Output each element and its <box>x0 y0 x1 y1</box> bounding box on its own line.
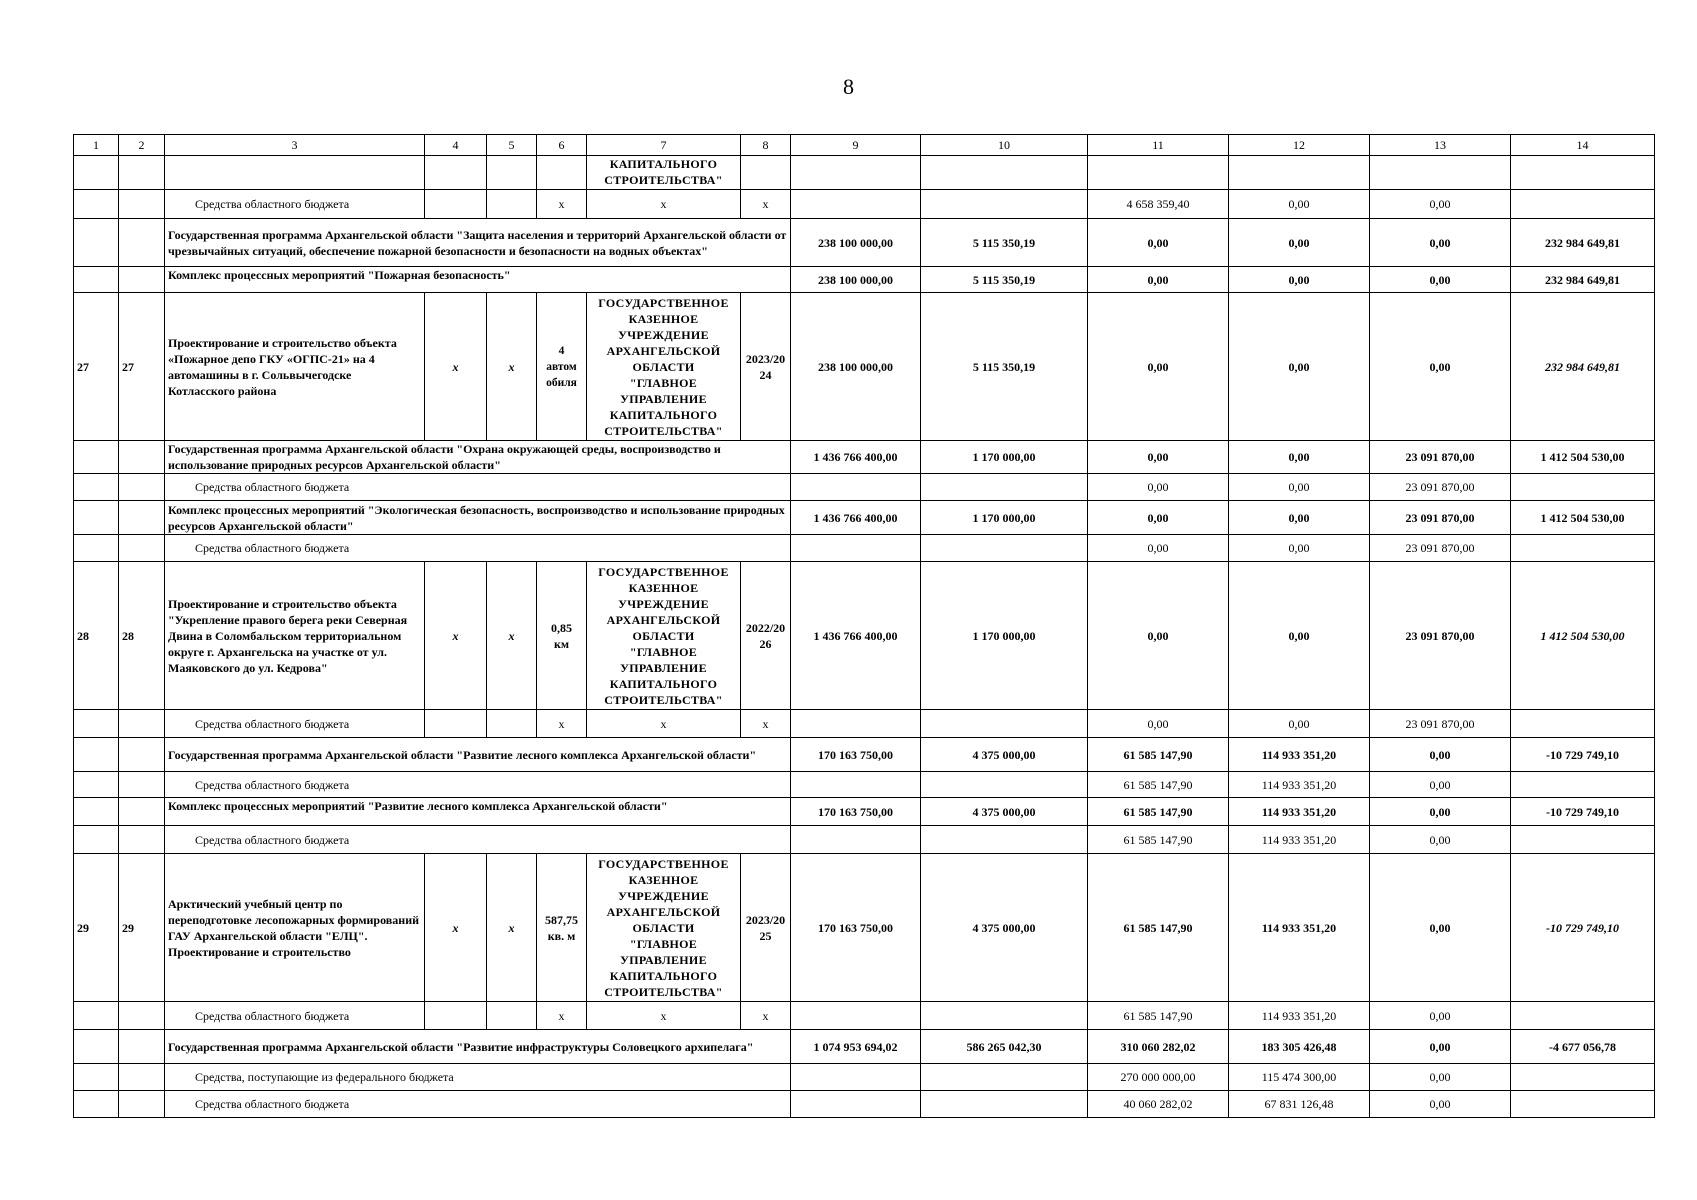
complex-title: Комплекс процессных мероприятий "Экологическая безопасность, воспроизводство и использование природных ресурсов Архангельской области" <box>165 501 791 535</box>
program-title: Государственная программа Архангельской области "Защита населения и территорий Архангельской области от чрезвычайных ситуаций, обеспечение пожарной безопасности и безопасности на водных объектах" <box>165 219 791 267</box>
funding-source-row: Средства областного бюджета x x x 4 658 359,40 0,00 0,00 <box>74 190 1655 219</box>
program-row: Государственная программа Архангельской области "Развитие инфраструктуры Соловецкого архипелага" 1 074 953 694,02 586 265 042,30 310 060 282,02 183 305 426,48 0,00 -4 677 056,78 <box>74 1030 1655 1064</box>
col-header: 3 <box>165 135 425 156</box>
object-name: Проектирование и строительство объекта "Укрепление правого берега реки Северная Двина в Соломбальском территориальном округе г. Архангельска на участке от ул. Маяковского до ул. Кедрова" <box>165 562 425 710</box>
source-label: Средства областного бюджета <box>165 1091 791 1118</box>
object-row: 27 27 Проектирование и строительство объекта «Пожарное депо ГКУ «ОГПС-21» на 4 автомашины в г. Сольвычегодске Котласского района x x 4 автом обиля ГОСУДАРСТВЕННОЕ КАЗЕННОЕ УЧРЕЖДЕНИЕ АРХАНГЕЛЬСКОЙ ОБЛАСТИ "ГЛАВНОЕ УПРАВЛЕНИЕ КАПИТАЛЬНОГО СТРОИТЕЛЬСТВА" 2023/20 24 238 100 000,00 5 115 350,19 0,00 0,00 0,00 232 984 649,81 <box>74 293 1655 441</box>
executor-cell: ГОСУДАРСТВЕННОЕ КАЗЕННОЕ УЧРЕЖДЕНИЕ АРХАНГЕЛЬСКОЙ ОБЛАСТИ "ГЛАВНОЕ УПРАВЛЕНИЕ КАПИТАЛЬНОГО СТРОИТЕЛЬСТВА" <box>587 562 741 710</box>
budget-table <box>73 134 1655 1118</box>
complex-row: Комплекс процессных мероприятий "Пожарная безопасность" 238 100 000,00 5 115 350,19 0,00 0,00 0,00 232 984 649,81 <box>74 267 1655 293</box>
source-label: Средства, поступающие из федерального бюджета <box>165 1064 791 1091</box>
program-title: Государственная программа Архангельской области "Развитие лесного комплекса Архангельской области" <box>165 738 791 772</box>
program-row: Государственная программа Архангельской области "Охрана окружающей среды, воспроизводство и использование природных ресурсов Архангельской области" 1 436 766 400,00 1 170 000,00 0,00 0,00 23 091 870,00 1 412 504 530,00 <box>74 441 1655 474</box>
col-header: 6 <box>537 135 587 156</box>
period-cell: 2023/20 25 <box>741 854 791 1002</box>
col-header: 4 <box>425 135 487 156</box>
complex-row: Комплекс процессных мероприятий "Экологическая безопасность, воспроизводство и использование природных ресурсов Архангельской области" 1 436 766 400,00 1 170 000,00 0,00 0,00 23 091 870,00 1 412 504 530,00 <box>74 501 1655 535</box>
program-row: Государственная программа Архангельской области "Защита населения и территорий Архангельской области от чрезвычайных ситуаций, обеспечение пожарной безопасности и безопасности на водных объектах" 238 100 000,00 5 115 350,19 0,00 0,00 0,00 232 984 649,81 <box>74 219 1655 267</box>
col-header: 5 <box>487 135 537 156</box>
source-label: Средства областного бюджета <box>165 826 791 854</box>
col-header: 10 <box>921 135 1088 156</box>
page-number: 8 <box>843 74 854 99</box>
executor-cell: КАПИТАЛЬНОГО СТРОИТЕЛЬСТВА" <box>587 156 741 190</box>
header-row <box>74 135 1655 156</box>
funding-source-row: Средства областного бюджета 0,00 0,00 23 091 870,00 <box>74 535 1655 562</box>
period-cell: 2022/20 26 <box>741 562 791 710</box>
program-title: Государственная программа Архангельской области "Развитие инфраструктуры Соловецкого архипелага" <box>165 1030 791 1064</box>
col-header: 9 <box>791 135 921 156</box>
col-header: 2 <box>119 135 165 156</box>
program-row: Государственная программа Архангельской области "Развитие лесного комплекса Архангельской области" 170 163 750,00 4 375 000,00 61 585 147,90 114 933 351,20 0,00 -10 729 749,10 <box>74 738 1655 772</box>
source-label: Средства областного бюджета <box>165 772 791 798</box>
funding-source-row: Средства областного бюджета 61 585 147,90 114 933 351,20 0,00 <box>74 772 1655 798</box>
funding-source-row: Средства областного бюджета 61 585 147,90 114 933 351,20 0,00 <box>74 826 1655 854</box>
source-label: Средства областного бюджета <box>165 1002 425 1030</box>
source-label: Средства областного бюджета <box>165 710 425 738</box>
col-header: 8 <box>741 135 791 156</box>
object-row: 28 28 Проектирование и строительство объекта "Укрепление правого берега реки Северная Двина в Соломбальском территориальном округе г. Архангельска на участке от ул. Маяковского до ул. Кедрова" x x 0,85 км ГОСУДАРСТВЕННОЕ КАЗЕННОЕ УЧРЕЖДЕНИЕ АРХАНГЕЛЬСКОЙ ОБЛАСТИ "ГЛАВНОЕ УПРАВЛЕНИЕ КАПИТАЛЬНОГО СТРОИТЕЛЬСТВА" 2022/20 26 1 436 766 400,00 1 170 000,00 0,00 0,00 23 091 870,00 1 412 504 530,00 <box>74 562 1655 710</box>
source-label: Средства областного бюджета <box>165 535 791 562</box>
source-label: Средства областного бюджета <box>165 474 791 501</box>
period-cell: 2023/20 24 <box>741 293 791 441</box>
capacity-cell: 587,75 кв. м <box>537 854 587 1002</box>
source-label: Средства областного бюджета <box>165 190 425 219</box>
col-header: 13 <box>1370 135 1511 156</box>
complex-title: Комплекс процессных мероприятий "Пожарная безопасность" <box>165 267 791 293</box>
object-name: Проектирование и строительство объекта «Пожарное депо ГКУ «ОГПС-21» на 4 автомашины в г. Сольвычегодске Котласского района <box>165 293 425 441</box>
funding-source-row: Средства, поступающие из федерального бюджета 270 000 000,00 115 474 300,00 0,00 <box>74 1064 1655 1091</box>
complex-row: Комплекс процессных мероприятий "Развитие лесного комплекса Архангельской области" 170 163 750,00 4 375 000,00 61 585 147,90 114 933 351,20 0,00 -10 729 749,10 <box>74 798 1655 826</box>
executor-cell: ГОСУДАРСТВЕННОЕ КАЗЕННОЕ УЧРЕЖДЕНИЕ АРХАНГЕЛЬСКОЙ ОБЛАСТИ "ГЛАВНОЕ УПРАВЛЕНИЕ КАПИТАЛЬНОГО СТРОИТЕЛЬСТВА" <box>587 854 741 1002</box>
funding-source-row: Средства областного бюджета x x x 0,00 0,00 23 091 870,00 <box>74 710 1655 738</box>
program-title: Государственная программа Архангельской области "Охрана окружающей среды, воспроизводство и использование природных ресурсов Архангельской области" <box>165 441 791 474</box>
col-header: 7 <box>587 135 741 156</box>
col-header: 11 <box>1088 135 1229 156</box>
funding-source-row: Средства областного бюджета x x x 61 585 147,90 114 933 351,20 0,00 <box>74 1002 1655 1030</box>
complex-title: Комплекс процессных мероприятий "Развитие лесного комплекса Архангельской области" <box>165 798 791 826</box>
table-row <box>74 156 1655 190</box>
capacity-cell: 4 автом обиля <box>537 293 587 441</box>
col-header: 12 <box>1229 135 1370 156</box>
executor-cell: ГОСУДАРСТВЕННОЕ КАЗЕННОЕ УЧРЕЖДЕНИЕ АРХАНГЕЛЬСКОЙ ОБЛАСТИ "ГЛАВНОЕ УПРАВЛЕНИЕ КАПИТАЛЬНОГО СТРОИТЕЛЬСТВА" <box>587 293 741 441</box>
funding-source-row: Средства областного бюджета 0,00 0,00 23 091 870,00 <box>74 474 1655 501</box>
col-header: 1 <box>74 135 119 156</box>
object-row: 29 29 Арктический учебный центр по переподготовке лесопожарных формирований ГАУ Архангельской области "ЕЛЦ". Проектирование и строительство x x 587,75 кв. м ГОСУДАРСТВЕННОЕ КАЗЕННОЕ УЧРЕЖДЕНИЕ АРХАНГЕЛЬСКОЙ ОБЛАСТИ "ГЛАВНОЕ УПРАВЛЕНИЕ КАПИТАЛЬНОГО СТРОИТЕЛЬСТВА" 2023/20 25 170 163 750,00 4 375 000,00 61 585 147,90 114 933 351,20 0,00 -10 729 749,10 <box>74 854 1655 1002</box>
funding-source-row: Средства областного бюджета 40 060 282,02 67 831 126,48 0,00 <box>74 1091 1655 1118</box>
object-name: Арктический учебный центр по переподготовке лесопожарных формирований ГАУ Архангельской области "ЕЛЦ". Проектирование и строительство <box>165 854 425 1002</box>
col-header: 14 <box>1511 135 1655 156</box>
capacity-cell: 0,85 км <box>537 562 587 710</box>
